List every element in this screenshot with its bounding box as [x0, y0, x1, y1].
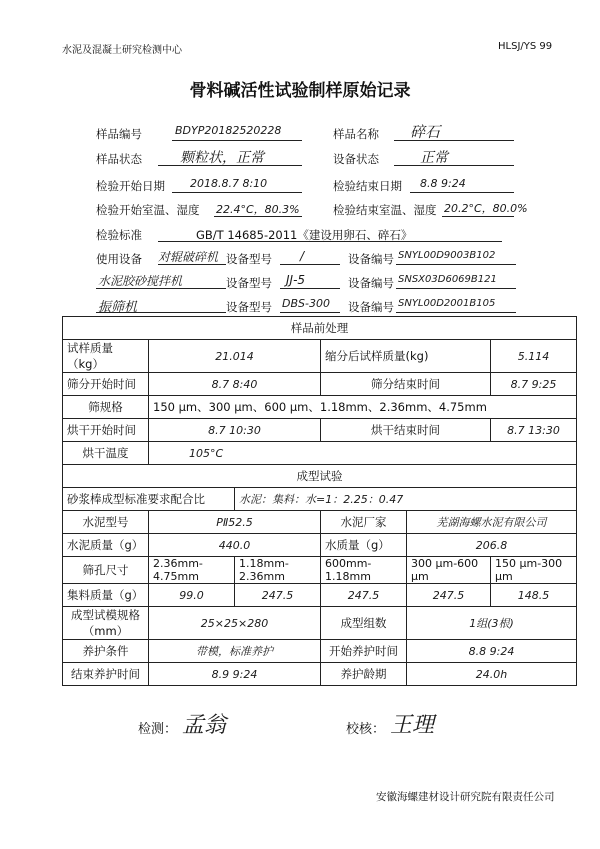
- dry-start-label: 烘干开始时间: [63, 419, 149, 442]
- sample-no-value: BDYP20182520228: [175, 124, 282, 137]
- equip1-serial: SNYL00D9003B102: [398, 250, 496, 261]
- dry-temp-value: 105°C: [149, 442, 577, 465]
- size-cell: 150 μm-300 μm: [491, 557, 577, 584]
- standard-value: GB/T 14685-2011《建设用卵石、碎石》: [196, 228, 413, 242]
- cure-age-value: 24.0h: [407, 663, 577, 686]
- start-date-value: 2018.8.7 8:10: [190, 177, 268, 190]
- sieve-end-label: 筛分结束时间: [321, 373, 491, 396]
- agg-mass-cell: 247.5: [407, 584, 491, 607]
- sample-no-label: 样品编号: [96, 127, 142, 141]
- spec-value: 150 μm、300 μm、600 μm、1.18mm、2.36mm、4.75mm: [149, 396, 577, 419]
- device-state-value: 正常: [420, 150, 448, 166]
- sample-state-label: 样品状态: [96, 152, 142, 166]
- cure-start-value: 8.8 9:24: [407, 640, 577, 663]
- mass-value: 21.014: [149, 340, 321, 373]
- equip3-name: 振筛机: [98, 300, 138, 315]
- device-state-label: 设备状态: [333, 152, 379, 166]
- cement-maker-label: 水泥厂家: [321, 511, 407, 534]
- tester-signature: 孟翁: [182, 713, 227, 738]
- equip1-name: 对辊破碎机: [158, 250, 219, 264]
- sieve-start-value: 8.7 8:40: [149, 373, 321, 396]
- sample-name-label: 样品名称: [333, 127, 379, 141]
- dry-start-value: 8.7 10:30: [149, 419, 321, 442]
- agg-mass-cell: 99.0: [149, 584, 235, 607]
- equip2-serial: SNSX03D6069B121: [398, 274, 497, 285]
- reduced-value: 5.114: [491, 340, 577, 373]
- checker-label: 校核：: [346, 722, 386, 737]
- cure-value: 带模，标准养护: [149, 640, 321, 663]
- agg-mass-cell: 247.5: [321, 584, 407, 607]
- agg-mass-cell: 148.5: [491, 584, 577, 607]
- footer-company: 安徽海螺建材设计研究院有限责任公司: [376, 791, 555, 803]
- equip3-model-label: 设备型号: [226, 300, 272, 314]
- standard-label: 检验标准: [96, 228, 142, 242]
- sieve-start-label: 筛分开始时间: [63, 373, 149, 396]
- equip1-model: /: [300, 249, 305, 263]
- water-mass-label: 水质量（g）: [321, 534, 407, 557]
- cement-type-label: 水泥型号: [63, 511, 149, 534]
- cement-maker-value: 芜湖海螺水泥有限公司: [407, 511, 577, 534]
- cement-mass-label: 水泥质量（g）: [63, 534, 149, 557]
- dry-end-value: 8.7 13:30: [491, 419, 577, 442]
- agg-mass-cell: 247.5: [235, 584, 321, 607]
- spec-label: 筛规格: [63, 396, 149, 419]
- size-cell: 300 μm-600 μm: [407, 557, 491, 584]
- equip3-serial: SNYL00D2001B105: [398, 298, 496, 309]
- cement-type-value: PⅡ52.5: [149, 511, 321, 534]
- groups-label: 成型组数: [321, 607, 407, 640]
- sample-prep-table: [62, 316, 577, 686]
- pre-section-title: 样品前处理: [63, 317, 577, 340]
- checker-signature: 王理: [390, 713, 435, 738]
- start-env-value: 22.4°C，80.3%: [216, 203, 300, 216]
- ratio-value: 水泥：集料：水=1：2.25：0.47: [235, 488, 577, 511]
- mold-label: 成型试模规格（mm）: [63, 607, 149, 640]
- size-cell: 2.36mm-4.75mm: [149, 557, 235, 584]
- page-title: 骨料碱活性试验制样原始记录: [189, 81, 411, 101]
- org-name: 水泥及混凝土研究检测中心: [62, 45, 182, 56]
- end-env-label: 检验结束室温、湿度: [333, 203, 437, 217]
- cure-end-value: 8.9 9:24: [149, 663, 321, 686]
- tester-label: 检测：: [138, 722, 178, 737]
- dry-temp-label: 烘干温度: [63, 442, 149, 465]
- cement-mass-value: 440.0: [149, 534, 321, 557]
- sample-name-value: 碎石: [410, 123, 441, 141]
- sieve-size-label: 筛孔尺寸: [63, 557, 149, 584]
- forming-section-title: 成型试验: [63, 465, 577, 488]
- form-code: HLSJ/YS 99: [498, 41, 553, 52]
- start-env-label: 检验开始室温、湿度: [96, 203, 200, 217]
- equip3-model: DBS-300: [282, 297, 330, 310]
- equip1-model-label: 设备型号: [226, 252, 272, 266]
- groups-value: 1组(3根): [407, 607, 577, 640]
- cure-end-label: 结束养护时间: [63, 663, 149, 686]
- equip2-model: JJ-5: [286, 273, 306, 287]
- cure-start-label: 开始养护时间: [321, 640, 407, 663]
- ratio-label: 砂浆棒成型标准要求配合比: [63, 488, 235, 511]
- mass-label: 试样质量（kg）: [63, 340, 149, 373]
- equip3-serial-label: 设备编号: [348, 300, 394, 314]
- sieve-end-value: 8.7 9:25: [491, 373, 577, 396]
- equip2-serial-label: 设备编号: [348, 276, 394, 290]
- end-date-label: 检验结束日期: [333, 179, 402, 193]
- dry-end-label: 烘干结束时间: [321, 419, 491, 442]
- equip-label: 使用设备: [96, 252, 142, 266]
- water-mass-value: 206.8: [407, 534, 577, 557]
- mold-value: 25×25×280: [149, 607, 321, 640]
- equip2-name: 水泥胶砂搅拌机: [98, 274, 183, 288]
- equip2-model-label: 设备型号: [226, 276, 272, 290]
- end-env-value: 20.2°C，80.0%: [444, 202, 528, 215]
- reduced-label: 缩分后试样质量(kg): [321, 340, 491, 373]
- size-cell: 600mm-1.18mm: [321, 557, 407, 584]
- equip1-serial-label: 设备编号: [348, 252, 394, 266]
- cure-age-label: 养护龄期: [321, 663, 407, 686]
- cure-label: 养护条件: [63, 640, 149, 663]
- agg-mass-label: 集料质量（g）: [63, 584, 149, 607]
- start-date-label: 检验开始日期: [96, 179, 165, 193]
- end-date-value: 8.8 9:24: [420, 177, 466, 190]
- size-cell: 1.18mm-2.36mm: [235, 557, 321, 584]
- sample-state-value: 颗粒状，正常: [180, 150, 264, 166]
